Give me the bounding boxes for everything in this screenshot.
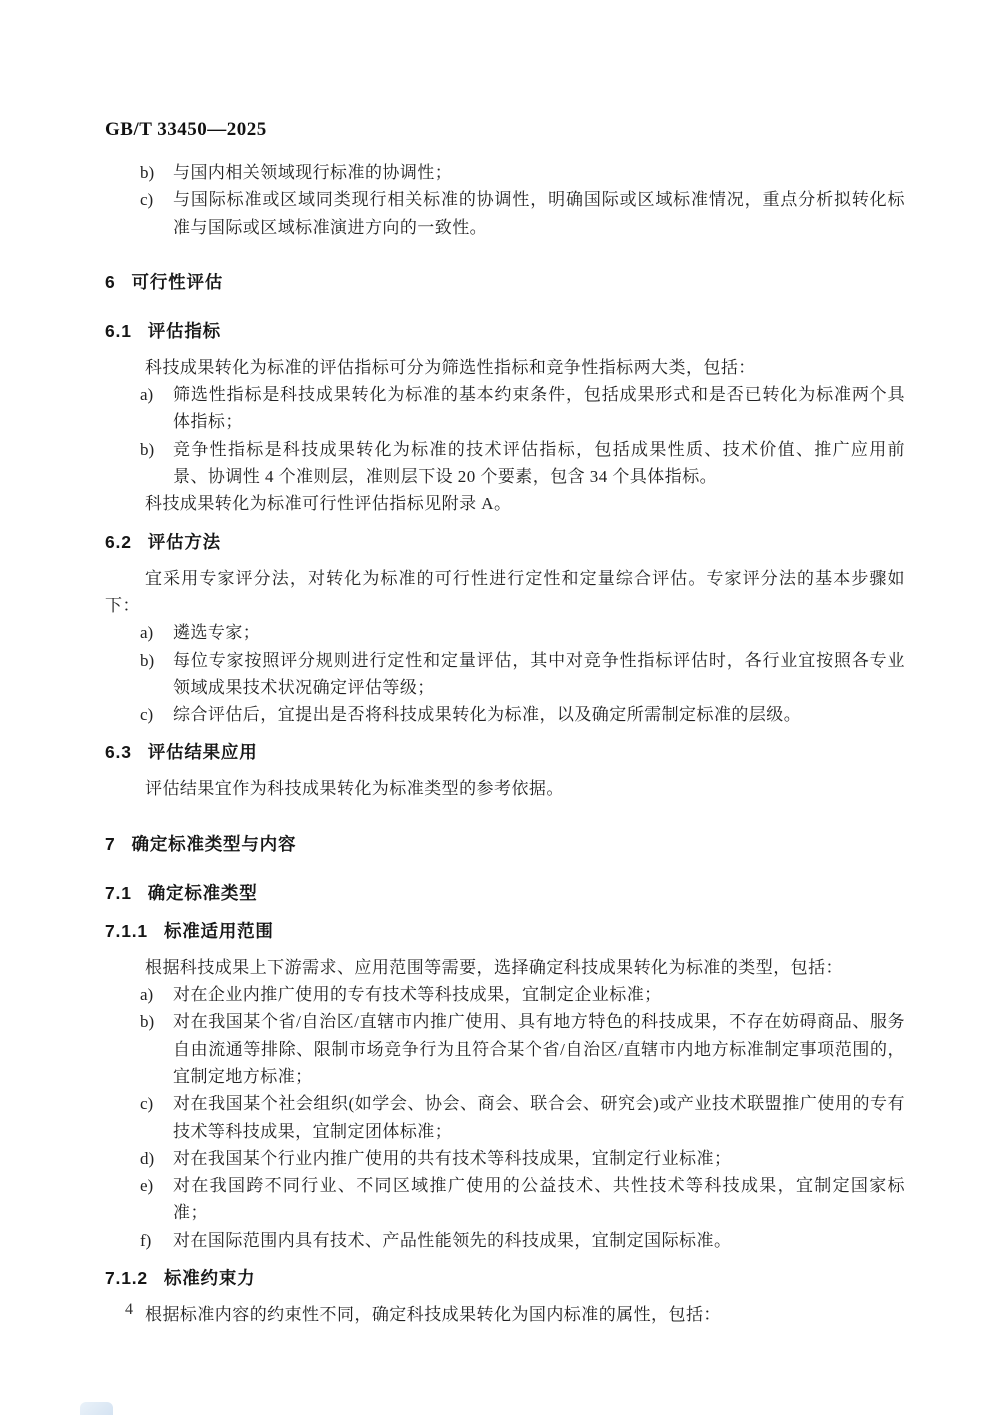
- clause-title: 标准约束力: [163, 1268, 256, 1289]
- list-item-text: 对在企业内推广使用的专有技术等科技成果，宜制定企业标准；: [173, 985, 662, 1005]
- page-number: 4: [125, 1301, 133, 1318]
- paragraph: 科技成果转化为标准的评估指标可分为筛选性指标和竞争性指标两大类，包括：: [145, 357, 756, 377]
- clause-number: 7.1.2: [105, 1268, 148, 1289]
- list-item-text: 竞争性指标是科技成果转化为标准的技术评估指标，包括成果性质、技术价值、推广应用前景、协调性 4 个准则层，准则层下设 20 个要素，包含 34 个具体指标。: [173, 439, 905, 487]
- list-item-label: c): [140, 1094, 154, 1114]
- clause-title: 评估结果应用: [147, 742, 258, 763]
- clause-6-heading: [105, 269, 905, 296]
- list-item-label: f): [140, 1230, 152, 1250]
- list-item: [105, 1172, 905, 1227]
- list-item-label: a): [140, 385, 154, 405]
- list-item-text: 筛选性指标是科技成果转化为标准的基本约束条件，包括成果形式和是否已转化为标准两个具体指标；: [173, 385, 905, 432]
- clause-title: 标准适用范围: [163, 920, 274, 941]
- list-item: [105, 1090, 905, 1145]
- clause-6-1-heading: [105, 318, 905, 345]
- clause-number: 6.1: [105, 320, 132, 341]
- list-item: [105, 647, 905, 702]
- paragraph: 根据科技成果上下游需求、应用范围等需要，选择确定科技成果转化为标准的类型，包括：: [145, 957, 843, 977]
- list-standard-types: [105, 981, 905, 1254]
- paragraph: 科技成果转化为标准可行性评估指标见附录 A。: [145, 494, 512, 514]
- clause-7-heading: [105, 831, 905, 858]
- list-item: [105, 701, 905, 728]
- list-coordination: [105, 159, 905, 241]
- paragraph: 评估结果宜作为科技成果转化为标准类型的参考依据。: [145, 779, 564, 799]
- list-item-text: 综合评估后，宜提出是否将科技成果转化为标准，以及确定所需制定标准的层级。: [173, 705, 802, 725]
- clause-title: 评估方法: [147, 531, 221, 552]
- clause-title: 评估指标: [147, 320, 221, 341]
- list-item-label: a): [140, 985, 154, 1005]
- clause-7-1-heading: [105, 880, 905, 907]
- list-item-label: d): [140, 1148, 155, 1168]
- clause-number: 6.2: [105, 531, 132, 552]
- clause-number: 7.1.1: [105, 920, 148, 941]
- list-item-text: 与国内相关领域现行标准的协调性；: [173, 163, 453, 182]
- corner-watermark: [80, 1402, 113, 1415]
- list-item: [105, 1145, 905, 1172]
- list-item-text: 对在我国某个行业内推广使用的共有技术等科技成果，宜制定行业标准；: [173, 1148, 732, 1168]
- list-item-label: a): [140, 623, 154, 643]
- list-item-label: b): [140, 163, 155, 182]
- list-item-label: e): [140, 1176, 154, 1196]
- clause-title: 确定标准类型与内容: [131, 833, 297, 854]
- list-item: [105, 981, 905, 1008]
- clause-6-3-heading: [105, 739, 905, 766]
- list-item-text: 对在我国跨不同行业、不同区域推广使用的公益技术、共性技术等科技成果，宜制定国家标准；: [173, 1176, 905, 1223]
- list-indicators: [105, 381, 905, 490]
- standard-code: GB/T 33450—2025: [105, 119, 267, 140]
- clause-7-1-1-heading: [105, 918, 905, 945]
- paragraph: 宜采用专家评分法，对转化为标准的可行性进行定性和定量综合评估。专家评分法的基本步骤如下：: [105, 568, 905, 615]
- list-item-label: c): [140, 190, 154, 210]
- list-item-label: b): [140, 1012, 155, 1032]
- list-item: [105, 619, 905, 646]
- list-item: [105, 186, 905, 241]
- clause-title: 可行性评估: [131, 271, 224, 292]
- list-item: [105, 1008, 905, 1090]
- list-item-label: c): [140, 705, 154, 725]
- clause-7-1-2-heading: [105, 1265, 905, 1292]
- list-item-text: 对在国际范围内具有技术、产品性能领先的科技成果，宜制定国际标准。: [173, 1230, 732, 1250]
- list-item-text: 与国际标准或区域同类现行相关标准的协调性，明确国际或区域标准情况，重点分析拟转化标准与国际或区域标准演进方向的一致性。: [173, 190, 905, 237]
- clause-number: 6.3: [105, 742, 132, 763]
- list-item-text: 对在我国某个社会组织(如学会、协会、商会、联合会、研究会)或产业技术联盟推广使用的专有技术等科技成果，宜制定团体标准；: [173, 1094, 905, 1141]
- clause-number: 7: [105, 833, 116, 854]
- list-item-text: 对在我国某个省/自治区/直辖市内推广使用、具有地方特色的科技成果，不存在妨碍商品、服务自由流通等排除、限制市场竞争行为且符合某个省/自治区/直辖市内地方标准制定事项范围的，宜制定地方标准；: [173, 1012, 905, 1086]
- paragraph: 根据标准内容的约束性不同，确定科技成果转化为国内标准的属性，包括：: [145, 1305, 721, 1325]
- list-item: [105, 381, 905, 436]
- list-item: [105, 159, 905, 186]
- list-item: [105, 436, 905, 491]
- list-item-label: b): [140, 439, 155, 459]
- clause-number: 6: [105, 271, 116, 292]
- list-item-text: 遴选专家；: [173, 623, 261, 643]
- page-content: [105, 120, 905, 1328]
- clause-title: 确定标准类型: [147, 882, 258, 903]
- clause-number: 7.1: [105, 882, 132, 903]
- list-item-text: 每位专家按照评分规则进行定性和定量评估，其中对竞争性指标评估时，各行业宜按照各专业领域成果技术状况确定评估等级；: [173, 650, 905, 697]
- list-item: [105, 1227, 905, 1254]
- list-item-label: b): [140, 650, 155, 670]
- list-method-steps: [105, 619, 905, 728]
- clause-6-2-heading: [105, 529, 905, 556]
